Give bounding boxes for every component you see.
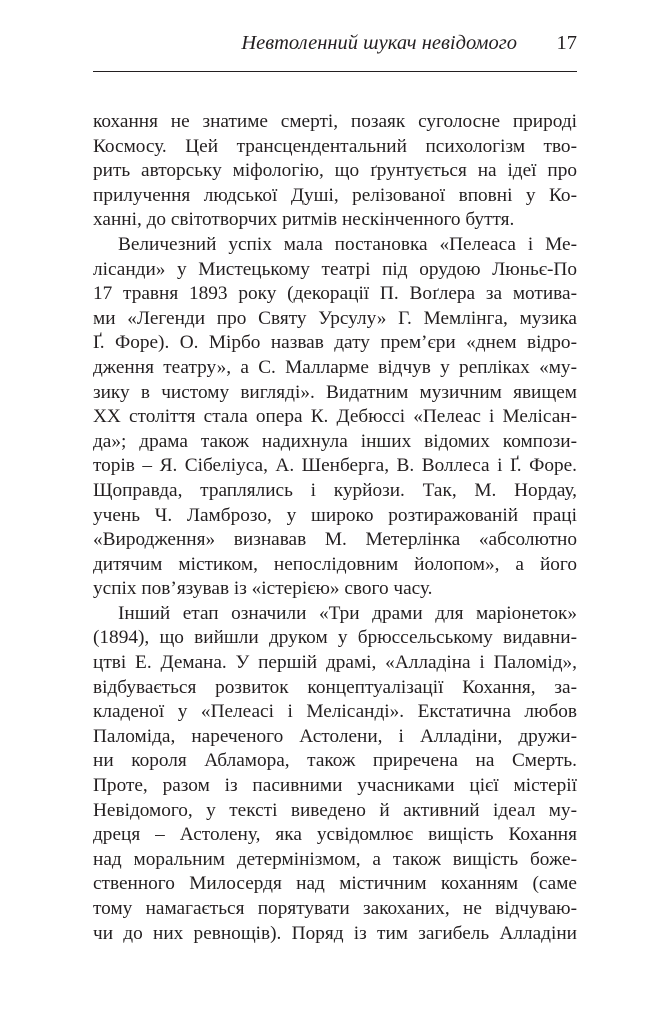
text-line: дження театру», а С. Малларме відчув у репліках «му-: [93, 356, 577, 378]
text-line: Проте, разом із пасивними учасниками цієї містерії: [93, 775, 577, 797]
text-line: да»; драма також надихнула інших відомих компози-: [93, 430, 577, 452]
text-line: ми «Легенди про Святу Урсулу» Г. Мемлінга, музика: [93, 307, 577, 329]
paragraph: [93, 110, 577, 233]
text-line: Інший етап означили «Три драми для маріонеток»: [118, 602, 577, 624]
body-text: [93, 110, 577, 946]
running-header: [93, 32, 577, 60]
text-line: дитячим містиком, непослідовним йолопом», а його: [93, 553, 577, 575]
text-line: прилучення людської Душі, релізованої вповні у Ко-: [93, 184, 577, 206]
text-line: дреця – Астолену, яка усвідомлює вищість Кохання: [93, 824, 577, 846]
text-line: «Виродження» визнавав М. Метерлінка «абсолютно: [93, 529, 577, 551]
text-line: Космосу. Цей трансцендентальний психологізм тво-: [93, 135, 577, 157]
text-line: рить авторську міфологію, що ґрунтується на ідеї про: [93, 160, 577, 182]
paragraph: [93, 233, 577, 602]
text-line: ственного Милосердя над містичним коханням (саме: [93, 873, 577, 895]
text-line: лісанди» у Мистецькому театрі під орудою Люньє-По: [93, 258, 577, 280]
text-line: Величезний успіх мала постановка «Пелеаса і Ме-: [118, 233, 577, 255]
paragraph: [93, 602, 577, 946]
text-line: (1894), що вийшли друком у брюссельському видавни-: [93, 627, 577, 649]
text-line: успіх пов’язував із «істерією» свого часу.: [93, 578, 433, 600]
text-line: тому намагається порятувати закоханих, не відчуваю-: [93, 898, 577, 919]
running-title: Невтоленний шукач невідомого: [241, 32, 517, 54]
header-rule: [93, 71, 577, 72]
text-line: відбувається розвиток концептуалізації Кохання, за-: [93, 676, 577, 698]
text-line: ханні, до світотворчих ритмів нескінченного буття.: [93, 209, 515, 231]
text-line: Щоправда, траплялись і курйози. Так, М. Нордау,: [93, 479, 577, 501]
text-line: над моральним детермінізмом, а також вищість боже-: [93, 848, 577, 870]
text-line: чи до них ревнощів). Поряд із тим загибель Алладіни: [93, 922, 577, 944]
text-line: 17 травня 1893 року (декорації П. Воґлера за мотива-: [93, 283, 577, 305]
text-line: учень Ч. Ламброзо, у широко розтиражованій праці: [93, 504, 577, 526]
text-line: Ґ. Форе). О. Мірбо назвав дату прем’єри «днем відро-: [93, 332, 577, 354]
text-line: XX століття стала опера К. Дебюссі «Пелеас і Мелісан-: [93, 406, 577, 428]
text-line: Невідомого, у тексті виведено й активний ідеал му-: [93, 799, 577, 821]
text-line: цтві Е. Демана. У першій драмі, «Алладіна і Паломід»,: [93, 652, 577, 674]
text-line: Паломіда, нареченого Астолени, і Алладіни, дружи-: [93, 725, 577, 747]
text-line: кладеної у «Пелеасі і Мелісанді». Екстатична любов: [93, 701, 577, 723]
text-line: зику в чистому вигляді». Видатним музичним явищем: [93, 381, 577, 403]
page-number: 17: [556, 32, 577, 54]
text-line: ни короля Абламора, також приречена на Смерть.: [93, 750, 577, 772]
text-line: кохання не знатиме смерті, позаяк суголосне природі: [93, 111, 577, 132]
text-line: торів – Я. Сібеліуса, А. Шенберга, В. Воллеса і Ґ. Форе.: [93, 455, 577, 477]
